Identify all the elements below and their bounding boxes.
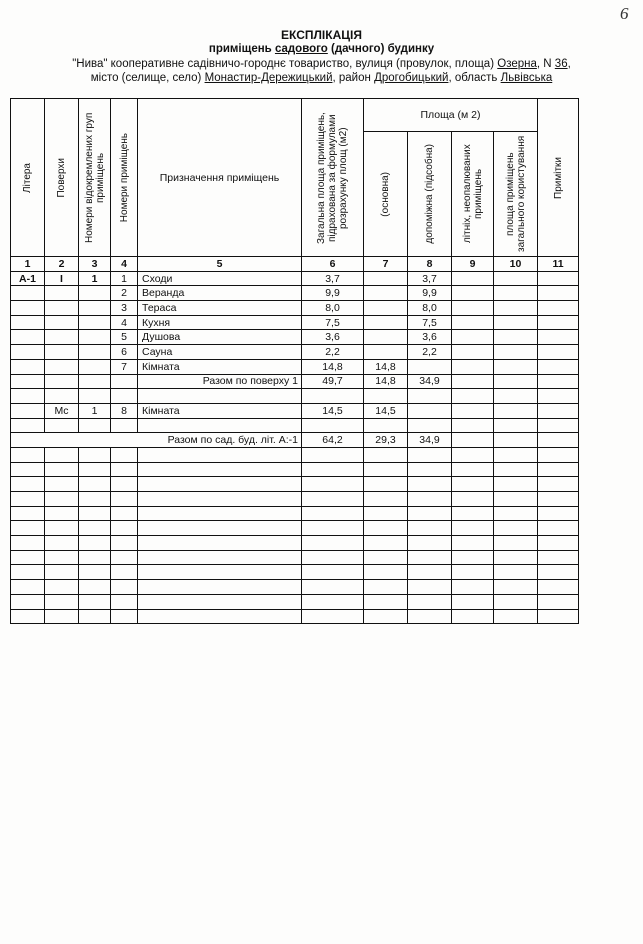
- col-num: 10: [494, 257, 538, 272]
- col-num: 1: [11, 257, 45, 272]
- col-num: 3: [79, 257, 111, 272]
- house-no-label: , N: [536, 58, 552, 70]
- empty-cell: [11, 536, 45, 551]
- empty-cell: [364, 477, 408, 492]
- empty-cell: [494, 359, 538, 374]
- empty-cell: [11, 506, 45, 521]
- empty-cell: [538, 550, 579, 565]
- empty-cell: [452, 550, 494, 565]
- col-num: 4: [111, 257, 138, 272]
- header-room-number: Номери приміщень: [111, 99, 138, 257]
- empty-cell: [364, 565, 408, 580]
- empty-cell: [538, 477, 579, 492]
- cooperative-label: "Нива" кооперативне садівничо-городнє товариство, вулиця (провулок, площа): [72, 58, 495, 70]
- room-main-area: [364, 301, 408, 316]
- location-line: [0, 72, 643, 84]
- room-litera: [11, 359, 45, 374]
- empty-cell: [302, 580, 364, 595]
- empty-cell: [494, 609, 538, 624]
- empty-cell: [452, 359, 494, 374]
- subtitle-post: (дачного) будинку: [331, 43, 435, 55]
- empty-cell: [538, 492, 579, 507]
- empty-cell: [494, 521, 538, 536]
- empty-cell: [538, 594, 579, 609]
- room-number: 3: [111, 301, 138, 316]
- empty-cell: [11, 594, 45, 609]
- room-purpose: Веранда: [138, 286, 302, 301]
- empty-cell: [45, 521, 79, 536]
- room-total-area: 14,8: [302, 359, 364, 374]
- room-row: [11, 271, 579, 286]
- empty-cell: [452, 565, 494, 580]
- empty-cell: [79, 447, 111, 462]
- room-group: [79, 286, 111, 301]
- empty-cell: [452, 271, 494, 286]
- empty-cell: [11, 462, 45, 477]
- empty-row: [11, 447, 579, 462]
- empty-cell: [11, 609, 45, 624]
- floor-total-row: [11, 374, 579, 389]
- room-floor: [45, 286, 79, 301]
- mansard-row: [11, 403, 579, 418]
- grand-total-row: [11, 433, 579, 448]
- empty-cell: [302, 521, 364, 536]
- header-group-number: Номери відокремлених груп приміщень: [79, 99, 111, 257]
- room-litera: [11, 315, 45, 330]
- district-name: Дрогобицький: [374, 72, 449, 84]
- empty-cell: [45, 536, 79, 551]
- empty-cell: [538, 536, 579, 551]
- empty-cell: [111, 565, 138, 580]
- room-aux-area: 8,0: [408, 301, 452, 316]
- room-litera: [11, 286, 45, 301]
- mansard-purpose: Кімната: [138, 403, 302, 418]
- empty-cell: [408, 506, 452, 521]
- room-row: [11, 345, 579, 360]
- empty-cell: [302, 492, 364, 507]
- room-main-area: [364, 286, 408, 301]
- empty-cell: [538, 506, 579, 521]
- empty-cell: [45, 462, 79, 477]
- empty-cell: [111, 550, 138, 565]
- empty-cell: [494, 462, 538, 477]
- empty-cell: [79, 477, 111, 492]
- room-row: [11, 359, 579, 374]
- room-litera: [11, 345, 45, 360]
- mansard-floor: Мс: [45, 403, 79, 418]
- room-total-area: 2,2: [302, 345, 364, 360]
- empty-cell: [45, 550, 79, 565]
- floor-total-label: Разом по поверху 1: [138, 374, 302, 389]
- empty-cell: [408, 536, 452, 551]
- empty-cell: [11, 565, 45, 580]
- empty-cell: [364, 447, 408, 462]
- empty-cell: [79, 462, 111, 477]
- empty-cell: [494, 594, 538, 609]
- empty-cell: [302, 609, 364, 624]
- empty-cell: [538, 462, 579, 477]
- empty-cell: [111, 521, 138, 536]
- grand-total-label: Разом по сад. буд. літ. А:-1: [11, 433, 302, 448]
- empty-cell: [111, 462, 138, 477]
- grand-total-aux: 34,9: [408, 433, 452, 448]
- empty-cell: [79, 521, 111, 536]
- room-number: 6: [111, 345, 138, 360]
- empty-cell: [138, 462, 302, 477]
- room-aux-area: [408, 359, 452, 374]
- empty-cell: [538, 286, 579, 301]
- empty-cell: [494, 506, 538, 521]
- mansard-main: 14,5: [364, 403, 408, 418]
- document-title: ЕКСПЛІКАЦІЯ: [281, 28, 362, 42]
- empty-row: [11, 389, 579, 404]
- empty-cell: [79, 492, 111, 507]
- empty-row: [11, 506, 579, 521]
- room-row: [11, 286, 579, 301]
- empty-cell: [79, 609, 111, 624]
- room-number: 5: [111, 330, 138, 345]
- street-name: Озерна: [497, 58, 537, 70]
- room-group: [79, 315, 111, 330]
- grand-total-area: 64,2: [302, 433, 364, 448]
- room-group: [79, 345, 111, 360]
- region-label: , область: [448, 72, 498, 84]
- empty-cell: [494, 330, 538, 345]
- room-purpose: Кухня: [138, 315, 302, 330]
- empty-cell: [302, 462, 364, 477]
- empty-row: [11, 609, 579, 624]
- header-purpose: Призначення приміщень: [138, 99, 302, 257]
- room-purpose: Душова: [138, 330, 302, 345]
- room-purpose: Тераса: [138, 301, 302, 316]
- empty-cell: [111, 506, 138, 521]
- room-aux-area: 9,9: [408, 286, 452, 301]
- empty-cell: [79, 580, 111, 595]
- empty-cell: [538, 447, 579, 462]
- empty-cell: [111, 477, 138, 492]
- empty-cell: [138, 594, 302, 609]
- empty-cell: [538, 315, 579, 330]
- room-main-area: [364, 345, 408, 360]
- empty-row: [11, 536, 579, 551]
- empty-cell: [138, 447, 302, 462]
- col-num: 8: [408, 257, 452, 272]
- document-subtitle: [0, 43, 643, 55]
- room-litera: [11, 330, 45, 345]
- room-total-area: 9,9: [302, 286, 364, 301]
- floor-total-aux: 34,9: [408, 374, 452, 389]
- empty-cell: [408, 521, 452, 536]
- room-total-area: 7,5: [302, 315, 364, 330]
- room-group: [79, 359, 111, 374]
- empty-cell: [494, 477, 538, 492]
- empty-cell: [45, 492, 79, 507]
- room-total-area: 8,0: [302, 301, 364, 316]
- empty-cell: [494, 315, 538, 330]
- empty-cell: [11, 477, 45, 492]
- empty-cell: [452, 536, 494, 551]
- empty-cell: [111, 594, 138, 609]
- empty-cell: [538, 301, 579, 316]
- room-total-area: 3,6: [302, 330, 364, 345]
- empty-cell: [302, 506, 364, 521]
- empty-cell: [138, 536, 302, 551]
- empty-cell: [11, 447, 45, 462]
- empty-cell: [45, 609, 79, 624]
- empty-cell: [494, 271, 538, 286]
- room-litera: А-1: [11, 271, 45, 286]
- col-num: 7: [364, 257, 408, 272]
- room-row: [11, 330, 579, 345]
- empty-cell: [408, 609, 452, 624]
- empty-cell: [364, 521, 408, 536]
- empty-cell: [45, 506, 79, 521]
- header-common-area: площа приміщень загального користування: [494, 132, 538, 257]
- empty-cell: [79, 594, 111, 609]
- empty-row: [11, 521, 579, 536]
- empty-cell: [408, 580, 452, 595]
- room-floor: [45, 359, 79, 374]
- empty-cell: [452, 330, 494, 345]
- empty-cell: [494, 492, 538, 507]
- empty-cell: [452, 301, 494, 316]
- empty-cell: [111, 447, 138, 462]
- empty-cell: [452, 477, 494, 492]
- empty-row: [11, 462, 579, 477]
- empty-cell: [11, 580, 45, 595]
- header-area-group: Площа (м 2): [364, 99, 538, 132]
- header-summer-area: літніх, неопалюваних приміщень: [452, 132, 494, 257]
- empty-cell: [452, 286, 494, 301]
- empty-row: [11, 594, 579, 609]
- empty-cell: [111, 580, 138, 595]
- room-row: [11, 301, 579, 316]
- empty-row: [11, 492, 579, 507]
- room-total-area: 3,7: [302, 271, 364, 286]
- column-number-row: [11, 257, 579, 272]
- empty-cell: [45, 477, 79, 492]
- header-floor: Поверхи: [45, 99, 79, 257]
- empty-cell: [494, 565, 538, 580]
- header-total-area: Загальна площа приміщень, підрахована за формулами розрахунку площ (м2): [302, 99, 364, 257]
- room-aux-area: 7,5: [408, 315, 452, 330]
- room-rows: [11, 271, 579, 374]
- empty-cell: [79, 506, 111, 521]
- header-notes: Примітки: [538, 99, 579, 257]
- floor-total-main: 14,8: [364, 374, 408, 389]
- room-litera: [11, 301, 45, 316]
- subtitle-pre: приміщень: [208, 43, 272, 55]
- room-number: 7: [111, 359, 138, 374]
- empty-cell: [364, 492, 408, 507]
- empty-cell: [138, 506, 302, 521]
- empty-cell: [452, 462, 494, 477]
- empty-cell: [79, 536, 111, 551]
- empty-cell: [538, 271, 579, 286]
- empty-cell: [494, 447, 538, 462]
- empty-cell: [302, 477, 364, 492]
- empty-cell: [364, 594, 408, 609]
- room-floor: І: [45, 271, 79, 286]
- house-number: 36: [554, 58, 568, 70]
- empty-cell: [111, 492, 138, 507]
- room-floor: [45, 301, 79, 316]
- room-main-area: [364, 315, 408, 330]
- empty-cell: [408, 492, 452, 507]
- col-num: 5: [138, 257, 302, 272]
- room-floor: [45, 345, 79, 360]
- empty-cell: [364, 609, 408, 624]
- empty-cell: [11, 492, 45, 507]
- room-main-area: [364, 330, 408, 345]
- col-num: 11: [538, 257, 579, 272]
- empty-cell: [408, 565, 452, 580]
- empty-cell: [11, 550, 45, 565]
- mansard-group: 1: [79, 403, 111, 418]
- building-type: садового: [274, 43, 328, 55]
- header-main-area: (основна): [364, 132, 408, 257]
- empty-cell: [452, 594, 494, 609]
- empty-cell: [452, 580, 494, 595]
- empty-cell: [45, 580, 79, 595]
- empty-cell: [138, 521, 302, 536]
- empty-cell: [79, 550, 111, 565]
- room-aux-area: 3,7: [408, 271, 452, 286]
- room-floor: [45, 330, 79, 345]
- empty-cell: [45, 565, 79, 580]
- room-number: 1: [111, 271, 138, 286]
- empty-cell: [408, 477, 452, 492]
- empty-row: [11, 550, 579, 565]
- room-purpose: Сходи: [138, 271, 302, 286]
- empty-cell: [452, 492, 494, 507]
- room-group: [79, 330, 111, 345]
- empty-cell: [364, 580, 408, 595]
- empty-cell: [494, 286, 538, 301]
- empty-cell: [494, 345, 538, 360]
- floor-total-area: 49,7: [302, 374, 364, 389]
- town-label: місто (селище, село): [90, 72, 202, 84]
- room-number: 2: [111, 286, 138, 301]
- empty-cell: [111, 609, 138, 624]
- empty-row: [11, 418, 579, 433]
- empty-cell: [538, 609, 579, 624]
- empty-cell: [452, 447, 494, 462]
- col-num: 2: [45, 257, 79, 272]
- empty-row: [11, 580, 579, 595]
- empty-cell: [111, 536, 138, 551]
- empty-cell: [45, 447, 79, 462]
- district-label: , район: [332, 72, 371, 84]
- empty-cell: [138, 550, 302, 565]
- empty-cell: [538, 580, 579, 595]
- empty-cell: [452, 506, 494, 521]
- room-purpose: Кімната: [138, 359, 302, 374]
- empty-cell: [494, 301, 538, 316]
- empty-cell: [138, 492, 302, 507]
- room-purpose: Сауна: [138, 345, 302, 360]
- empty-cell: [538, 330, 579, 345]
- blank-rows: [11, 447, 579, 623]
- empty-cell: [302, 594, 364, 609]
- empty-cell: [79, 565, 111, 580]
- room-main-area: 14,8: [364, 359, 408, 374]
- room-group: [79, 301, 111, 316]
- mansard-aux: [408, 403, 452, 418]
- empty-cell: [408, 594, 452, 609]
- empty-cell: [494, 580, 538, 595]
- grand-total-main: 29,3: [364, 433, 408, 448]
- room-row: [11, 315, 579, 330]
- empty-cell: [408, 462, 452, 477]
- empty-cell: [45, 594, 79, 609]
- explication-table: [10, 98, 579, 624]
- empty-cell: [408, 447, 452, 462]
- empty-cell: [538, 359, 579, 374]
- empty-cell: [364, 550, 408, 565]
- region-name: Львівська: [500, 72, 553, 84]
- empty-cell: [452, 609, 494, 624]
- room-main-area: [364, 271, 408, 286]
- empty-cell: [494, 536, 538, 551]
- empty-cell: [538, 565, 579, 580]
- empty-cell: [302, 565, 364, 580]
- town-name: Монастир-Дережицький: [204, 72, 333, 84]
- empty-cell: [138, 609, 302, 624]
- mansard-total: 14,5: [302, 403, 364, 418]
- empty-cell: [302, 536, 364, 551]
- empty-cell: [364, 506, 408, 521]
- header-aux-area: допоміжна (підсобна): [408, 132, 452, 257]
- col-num: 9: [452, 257, 494, 272]
- page-number: 6: [620, 4, 629, 23]
- empty-cell: [452, 315, 494, 330]
- empty-cell: [302, 447, 364, 462]
- col-num: 6: [302, 257, 364, 272]
- empty-row: [11, 565, 579, 580]
- empty-cell: [302, 550, 364, 565]
- empty-cell: [538, 345, 579, 360]
- empty-cell: [452, 521, 494, 536]
- room-number: 4: [111, 315, 138, 330]
- empty-cell: [364, 462, 408, 477]
- room-aux-area: 3,6: [408, 330, 452, 345]
- empty-cell: [538, 521, 579, 536]
- mansard-room: 8: [111, 403, 138, 418]
- empty-cell: [452, 345, 494, 360]
- empty-cell: [364, 536, 408, 551]
- address-line: "Нива" кооперативне садівничо-городнє товариство, вулиця (провулок, площа) Озерна, N 36,: [72, 58, 571, 70]
- room-floor: [45, 315, 79, 330]
- empty-cell: [494, 550, 538, 565]
- empty-row: [11, 477, 579, 492]
- empty-cell: [138, 477, 302, 492]
- empty-cell: [11, 521, 45, 536]
- room-group: 1: [79, 271, 111, 286]
- empty-cell: [138, 565, 302, 580]
- empty-cell: [138, 580, 302, 595]
- header-litera: Літера: [11, 99, 45, 257]
- room-aux-area: 2,2: [408, 345, 452, 360]
- empty-cell: [408, 550, 452, 565]
